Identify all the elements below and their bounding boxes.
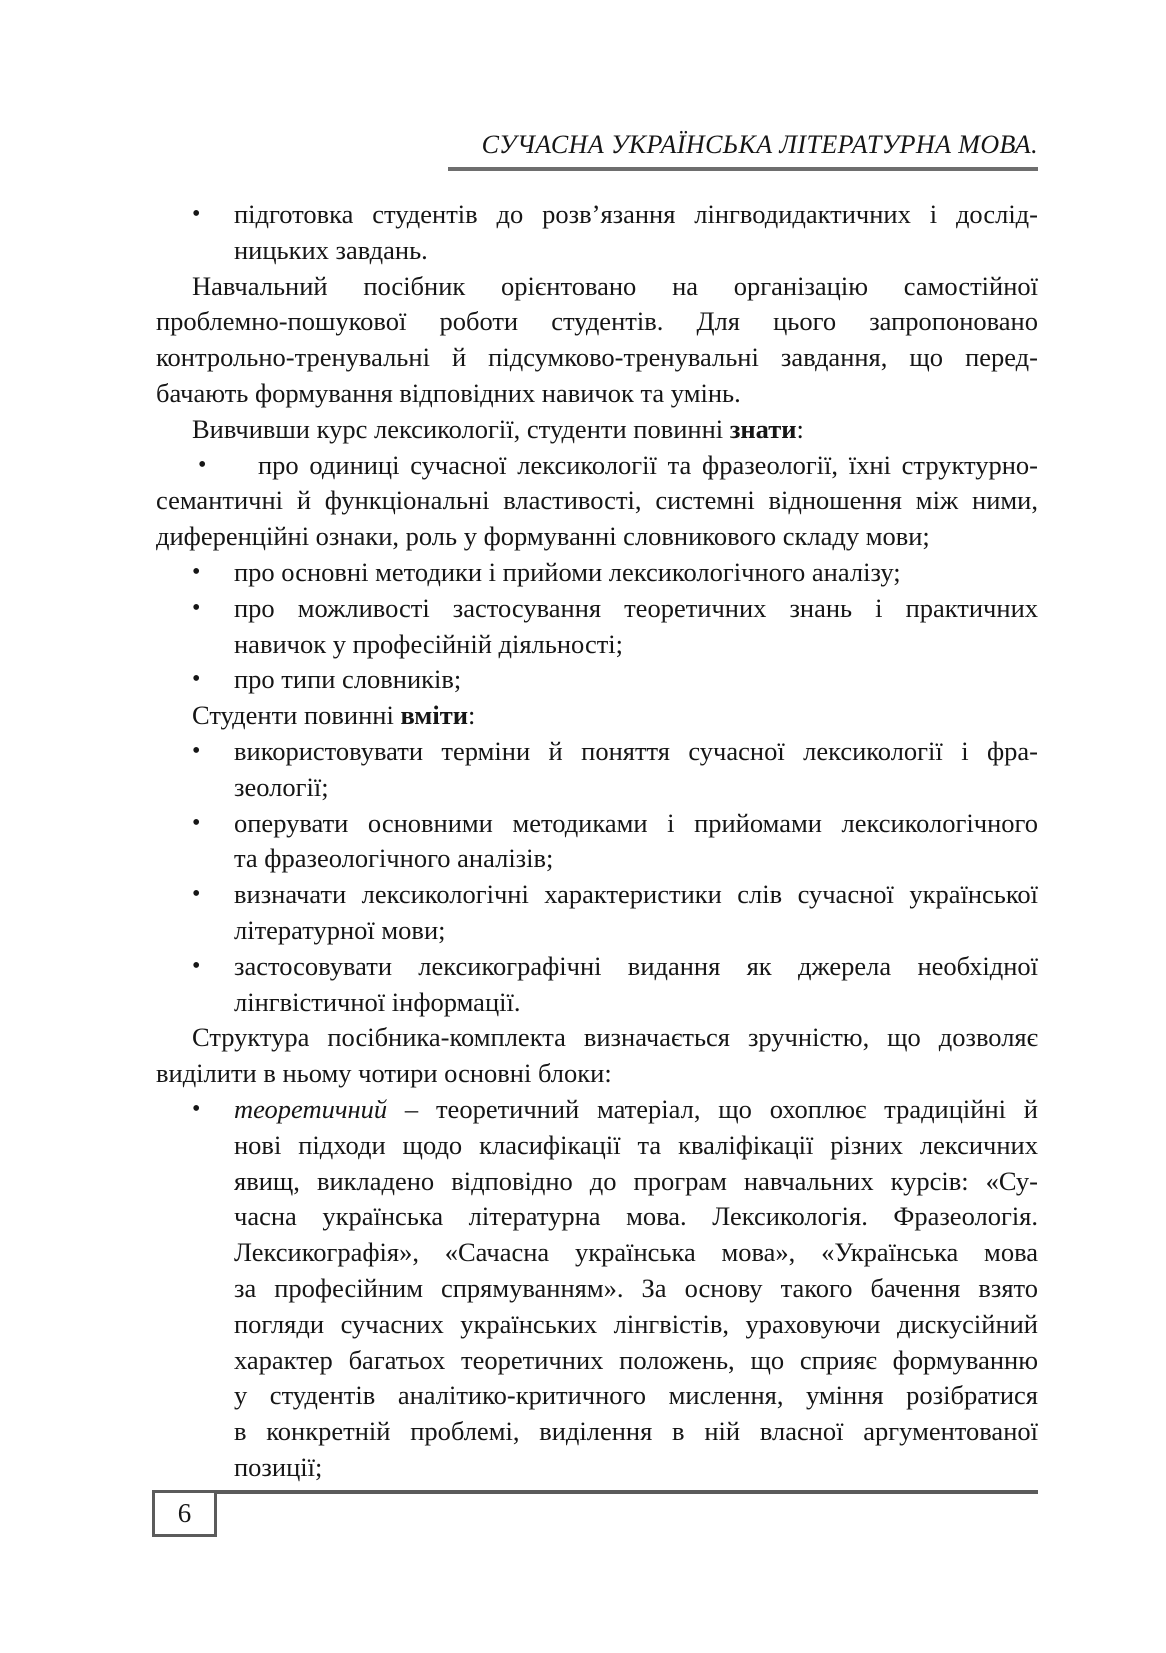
text-line <box>156 376 1038 412</box>
text-segment: : <box>468 700 476 731</box>
page-number: 6 <box>177 1498 192 1528</box>
text-segment: оперувати основними методиками і прийомами лексикологічного <box>234 807 1038 838</box>
text-segment: Структура посібника-комплекта визначається зручністю, що дозволяє <box>192 1022 1038 1053</box>
text-line <box>156 734 1038 770</box>
text-segment: нові підходи щодо класифікації та кваліфікації різних лексичних <box>234 1129 1038 1160</box>
text-segment: лінгвістичної інформації. <box>234 986 521 1017</box>
text-segment: характер багатьох теоретичних положень, що сприяє формуванню <box>234 1344 1038 1375</box>
text-line <box>156 1378 1038 1414</box>
text-segment: зеології; <box>234 771 329 802</box>
bullet-marker-icon: • <box>192 881 201 908</box>
text-segment: проблемно-пошукової роботи студентів. Для цього запропоновано <box>156 306 1038 337</box>
text-line <box>156 233 1038 269</box>
text-line <box>156 304 1038 340</box>
text-line <box>156 698 1038 734</box>
text-segment: явищ, викладено відповідно до програм навчальних курсів: «Су- <box>234 1165 1038 1196</box>
text-line <box>156 1271 1038 1307</box>
text-segment: бачають формування відповідних навичок та умінь. <box>156 377 741 408</box>
text-segment: семантичні й функціональні властивості, системні відношення між ними, <box>156 485 1038 516</box>
text-segment: про можливості застосування теоретичних знань і практичних <box>234 592 1038 623</box>
text-segment: контрольно-тренувальні й підсумково-тренувальні завдання, що перед- <box>156 342 1038 373</box>
text-segment: теоретичний <box>234 1093 388 1124</box>
bullet-marker-icon: • <box>192 1095 201 1122</box>
text-line <box>156 340 1038 376</box>
text-line <box>156 627 1038 663</box>
text-line <box>156 591 1038 627</box>
text-line <box>156 412 1038 448</box>
bullet-marker-icon: • <box>192 809 201 836</box>
text-segment: за професійним спрямуванням». За основу такого бачення взято <box>234 1272 1038 1303</box>
text-line <box>156 806 1038 842</box>
text-segment: у студентів аналітико-критичного мислення, уміння розібратися <box>234 1380 1038 1411</box>
text-segment: Вивчивши курс лексикології, студенти повинні <box>192 413 730 444</box>
text-line <box>156 1056 1038 1092</box>
text-segment: про одиниці сучасної лексикології та фразеології, їхні структурно- <box>258 449 1038 480</box>
text-segment: використовувати терміни й поняття сучасної лексикології і фра- <box>234 735 1038 766</box>
text-segment: Навчальний посібник орієнтовано на організацію самостійної <box>192 270 1038 301</box>
footer-rule <box>152 1490 1038 1494</box>
text-segment: виділити в ньому чотири основні блоки: <box>156 1058 612 1089</box>
page-number-box <box>152 1490 217 1537</box>
text-line <box>156 1092 1038 1128</box>
running-head-title: СУЧАСНА УКРАЇНСЬКА ЛІТЕРАТУРНА МОВА. <box>481 130 1038 159</box>
header-rule <box>448 167 1038 171</box>
text-segment: погляди сучасних українських лінгвістів, ураховуючи дискусійний <box>234 1308 1038 1339</box>
bullet-marker-icon: • <box>192 201 201 227</box>
text-segment: знати <box>729 413 797 444</box>
text-line <box>156 483 1038 519</box>
text-segment: Лексикографія», «Сачасна українська мова», «Українська мова <box>234 1237 1038 1268</box>
bullet-marker-icon: • <box>192 737 201 764</box>
bullet-marker-icon: • <box>192 666 201 693</box>
text-block <box>156 197 1038 1486</box>
bullet-marker-icon: • <box>198 451 207 478</box>
text-line <box>156 1450 1038 1486</box>
text-line <box>156 662 1038 698</box>
text-segment: вміти <box>400 700 468 731</box>
text-line <box>156 448 1038 484</box>
text-segment: застосовувати лексикографічні видання як джерела необхідної <box>234 950 1038 981</box>
text-segment: літературної мови; <box>234 914 446 945</box>
text-line <box>156 1020 1038 1056</box>
text-segment: підготовка студентів до розв’язання лінгводидактичних і дослід- <box>234 199 1038 229</box>
text-line <box>156 519 1038 555</box>
text-line <box>156 877 1038 913</box>
text-segment: ницьких завдань. <box>234 234 428 265</box>
text-segment: визначати лексикологічні характеристики слів сучасної української <box>234 879 1038 910</box>
text-segment: позиції; <box>234 1451 323 1482</box>
text-segment: в конкретній проблемі, виділення в ній власної аргументованої <box>234 1416 1038 1447</box>
text-line <box>156 770 1038 806</box>
text-line <box>156 1307 1038 1343</box>
text-line <box>156 269 1038 305</box>
bullet-marker-icon: • <box>192 594 201 621</box>
text-line <box>156 1414 1038 1450</box>
text-segment: та фразеологічного аналізів; <box>234 843 554 874</box>
text-line <box>156 841 1038 877</box>
text-line <box>156 1164 1038 1200</box>
bullet-marker-icon: • <box>192 558 201 585</box>
text-line <box>156 1128 1038 1164</box>
text-segment: часна українська літературна мова. Лексикологія. Фразеологія. <box>234 1201 1038 1232</box>
text-line <box>156 913 1038 949</box>
text-line <box>156 1199 1038 1235</box>
text-segment: про типи словників; <box>234 664 462 695</box>
text-line <box>156 1343 1038 1379</box>
text-segment: : <box>796 413 804 444</box>
text-segment: диференційні ознаки, роль у формуванні словникового складу мови; <box>156 521 930 552</box>
text-line <box>156 985 1038 1021</box>
text-segment: Студенти повинні <box>192 700 401 731</box>
text-segment: навичок у професійній діяльності; <box>234 628 624 659</box>
text-line <box>156 555 1038 591</box>
text-segment: – теоретичний матеріал, що охоплює традиційні й <box>387 1093 1038 1124</box>
text-line <box>156 949 1038 985</box>
text-line <box>156 197 1038 233</box>
text-line <box>156 1235 1038 1271</box>
bullet-marker-icon: • <box>192 952 201 979</box>
text-segment: про основні методики і прийоми лексикологічного аналізу; <box>234 556 901 587</box>
